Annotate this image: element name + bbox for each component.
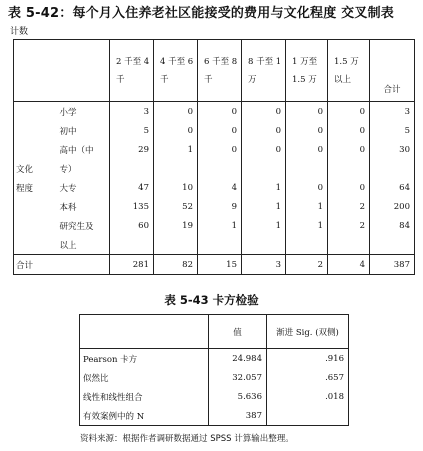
cell: 0 bbox=[328, 178, 370, 197]
cell: 135 bbox=[110, 197, 154, 216]
cell: 387 bbox=[209, 406, 267, 426]
cell: 0 bbox=[286, 121, 328, 140]
row-label: 线性和线性组合 bbox=[80, 387, 209, 406]
col-header: 8 千至 1 万 bbox=[242, 40, 286, 102]
cell: 0 bbox=[198, 102, 242, 122]
table-row bbox=[80, 406, 349, 426]
col-header: 1 万至 1.5 万 bbox=[286, 40, 328, 102]
cell: 0 bbox=[154, 121, 198, 140]
table-row bbox=[14, 197, 415, 216]
cell: 1 bbox=[242, 178, 286, 197]
cell: 3 bbox=[110, 102, 154, 122]
cell: 47 bbox=[110, 178, 154, 197]
row-total: 30 bbox=[370, 140, 415, 159]
cell: 24.984 bbox=[209, 349, 267, 369]
row-label: 研究生及 bbox=[59, 221, 94, 232]
cell: 1 bbox=[198, 216, 242, 235]
cell: 4 bbox=[328, 255, 370, 275]
cell: 1 bbox=[242, 197, 286, 216]
cell bbox=[267, 406, 349, 426]
crosstab-table bbox=[13, 39, 415, 275]
cell: 52 bbox=[154, 197, 198, 216]
table-row bbox=[14, 235, 415, 255]
grand-total: 387 bbox=[370, 255, 415, 275]
row-total: 200 bbox=[370, 197, 415, 216]
cell: .916 bbox=[267, 349, 349, 369]
row-label-cont: 专） bbox=[59, 164, 77, 175]
cell: 0 bbox=[242, 121, 286, 140]
cell: .018 bbox=[267, 387, 349, 406]
cell: 1 bbox=[286, 216, 328, 235]
cell: 10 bbox=[154, 178, 198, 197]
row-label: 有效案例中的 N bbox=[80, 406, 209, 426]
row-total: 5 bbox=[370, 121, 415, 140]
col-header: 6 千至 8 千 bbox=[198, 40, 242, 102]
cell: 0 bbox=[328, 102, 370, 122]
row-label: 似然比 bbox=[80, 368, 209, 387]
row-total: 3 bbox=[370, 102, 415, 122]
cell: 19 bbox=[154, 216, 198, 235]
chi-header-sig: 渐进 Sig. (双侧) bbox=[267, 315, 349, 349]
row-total: 84 bbox=[370, 216, 415, 235]
cell: 0 bbox=[286, 102, 328, 122]
chi-square-title: 表 5-43 卡方检验 bbox=[164, 293, 259, 307]
row-label: 大专 bbox=[59, 183, 77, 194]
row-label: 本科 bbox=[59, 202, 77, 213]
cell: 0 bbox=[154, 102, 198, 122]
total-row-label: 合计 bbox=[14, 255, 110, 275]
col-header: 2 千至 4 千 bbox=[110, 40, 154, 102]
table-row bbox=[80, 349, 349, 369]
cell: 0 bbox=[328, 121, 370, 140]
cell: 0 bbox=[198, 140, 242, 159]
cell: 5 bbox=[110, 121, 154, 140]
chi-header-corner bbox=[80, 315, 209, 349]
row-total: 64 bbox=[370, 178, 415, 197]
col-header: 4 千至 6 千 bbox=[154, 40, 198, 102]
chi-square-table bbox=[79, 314, 349, 426]
group-label: 程度 bbox=[14, 178, 58, 197]
row-label: 小学 bbox=[59, 107, 77, 118]
cell: 2 bbox=[328, 216, 370, 235]
table-row bbox=[14, 178, 415, 197]
row-label: 高中（中 bbox=[59, 145, 94, 156]
cell: 82 bbox=[154, 255, 198, 275]
row-label: 初中 bbox=[59, 126, 77, 137]
cell: 2 bbox=[328, 197, 370, 216]
cell: 0 bbox=[242, 102, 286, 122]
total-row bbox=[14, 255, 415, 275]
cell: 4 bbox=[198, 178, 242, 197]
cell: 0 bbox=[286, 178, 328, 197]
table-row bbox=[14, 159, 415, 178]
cell: 32.057 bbox=[209, 368, 267, 387]
cell: 5.636 bbox=[209, 387, 267, 406]
source-note: 资料来源：根据作者调研数据通过 SPSS 计算输出整理。 bbox=[80, 434, 294, 444]
chi-header-value: 值 bbox=[209, 315, 267, 349]
col-header: 1.5 万 以上 bbox=[328, 40, 370, 102]
cell: .657 bbox=[267, 368, 349, 387]
cell: 0 bbox=[242, 140, 286, 159]
cell: 0 bbox=[286, 140, 328, 159]
table-row bbox=[14, 140, 415, 159]
header-corner bbox=[14, 40, 110, 102]
table-row bbox=[14, 216, 415, 235]
total-col-header: 合计 bbox=[370, 40, 415, 102]
cell: 1 bbox=[242, 216, 286, 235]
cell: 60 bbox=[110, 216, 154, 235]
cell: 2 bbox=[286, 255, 328, 275]
cell: 3 bbox=[242, 255, 286, 275]
cell: 15 bbox=[198, 255, 242, 275]
row-label: Pearson 卡方 bbox=[80, 349, 209, 369]
cell: 1 bbox=[286, 197, 328, 216]
table-row bbox=[14, 102, 415, 122]
cell: 0 bbox=[328, 140, 370, 159]
count-label: 计数 bbox=[10, 27, 29, 37]
cell: 281 bbox=[110, 255, 154, 275]
cell: 1 bbox=[154, 140, 198, 159]
table-row bbox=[80, 387, 349, 406]
group-label: 文化 bbox=[14, 159, 58, 178]
table-row bbox=[80, 368, 349, 387]
cell: 9 bbox=[198, 197, 242, 216]
cell: 29 bbox=[110, 140, 154, 159]
table-row bbox=[14, 121, 415, 140]
table-title: 表 5-42：每个月入住养老社区能接受的费用与文化程度 交叉制表 bbox=[8, 6, 394, 21]
row-label-cont: 以上 bbox=[58, 235, 110, 255]
cell: 0 bbox=[198, 121, 242, 140]
